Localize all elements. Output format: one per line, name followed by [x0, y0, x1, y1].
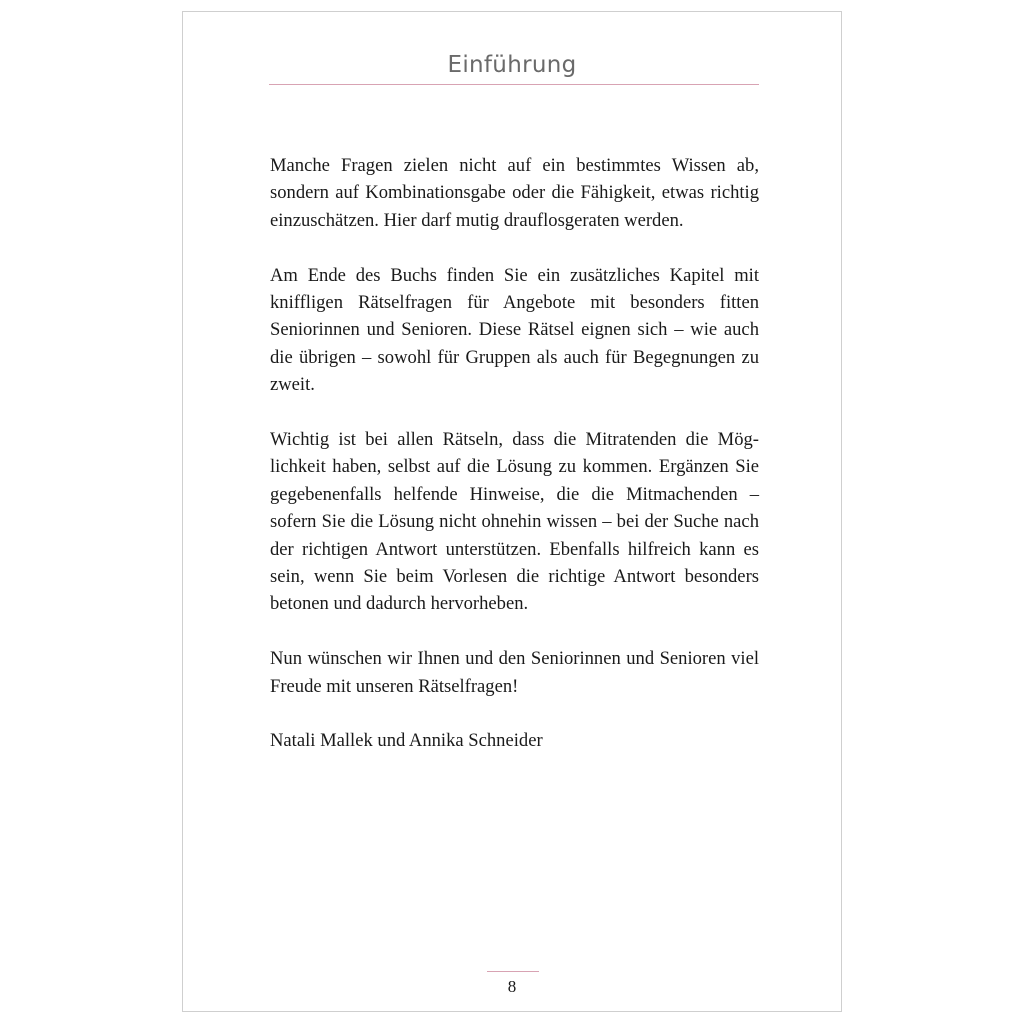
chapter-title: Einführung	[447, 52, 577, 78]
footer-divider	[487, 971, 539, 972]
paragraph-2: Am Ende des Buchs finden Sie ein zusätzliches Kapitel mit kniffligen Rätselfragen für Angebote mit besonders fitten Seniorinnen und Senioren. Diese Rätsel eignen sich – wie auch die übrigen – sowohl für Gruppen als auch für Begegnungen zu zweit.	[270, 264, 759, 396]
paragraph-4: Nun wünschen wir Ihnen und den Seniorinnen und Senioren viel Freude mit unseren Rätselfragen!	[270, 648, 759, 697]
author-signature: Natali Mallek und Annika Schneider	[270, 730, 543, 752]
book-page	[182, 11, 842, 1012]
paragraph-3: Wichtig ist bei allen Rätseln, dass die Mitratenden die Möglichkeit haben, selbst auf die Lösung zu kommen. Ergänzen Sie gegebenenfalls helfende Hinweise, die die Mitmachenden – sofern Sie die Lösung nicht ohnehin wissen – bei der Suche nach der richtigen Antwort unterstützen. Ebenfalls hilfreich kann es sein, wenn Sie beim Vorlesen die richtige Antwort besonders betonen und dadurch hervorheben.	[270, 429, 759, 615]
page-number: 8	[507, 977, 517, 996]
paragraph-1: Manche Fragen zielen nicht auf ein bestimmtes Wissen ab, sondern auf Kombinationsgabe oder die Fähigkeit, etwas richtig einzuschätzen. Hier darf mutig drauflosgeraten werden.	[270, 155, 759, 231]
page-body	[270, 152, 759, 755]
header-divider	[269, 84, 759, 85]
